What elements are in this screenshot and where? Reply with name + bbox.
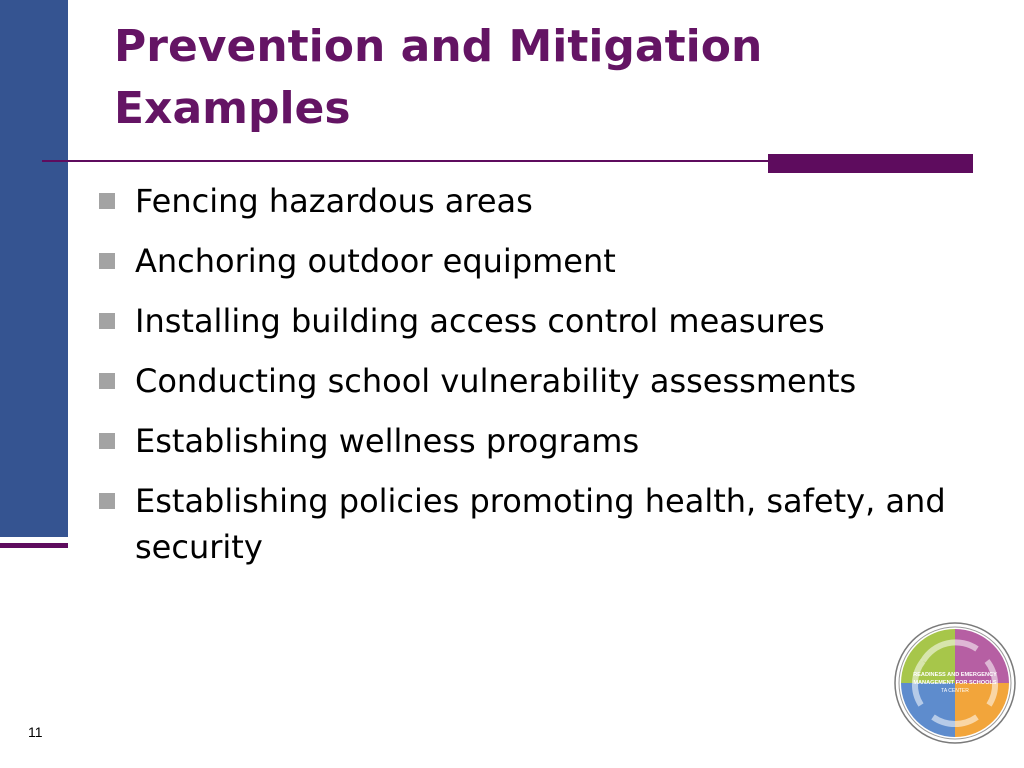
square-bullet-icon — [99, 433, 115, 449]
logo-graphic — [893, 621, 1017, 745]
logo-text-line1: READINESS AND EMERGENCY — [913, 672, 997, 678]
bullet-item — [98, 478, 958, 570]
square-bullet-icon — [99, 373, 115, 389]
bullet-list — [98, 178, 958, 584]
bullet-text: Establishing wellness programs — [135, 422, 640, 460]
rems-ta-center-logo — [893, 621, 1017, 745]
square-bullet-icon — [99, 193, 115, 209]
bullet-item — [98, 298, 958, 344]
bullet-text: Fencing hazardous areas — [135, 182, 533, 220]
bullet-text: Installing building access control measures — [135, 302, 825, 340]
title-divider-block — [768, 154, 973, 173]
square-bullet-icon — [99, 313, 115, 329]
bullet-item — [98, 238, 958, 284]
bullet-item — [98, 358, 958, 404]
left-sidebar-bar — [0, 0, 68, 537]
logo-text-line3: TA CENTER — [941, 688, 969, 694]
title-divider-line — [42, 160, 772, 162]
logo-text-line2: MANAGEMENT FOR SCHOOLS — [913, 680, 997, 686]
bullet-text: Establishing policies promoting health, safety, and security — [135, 482, 946, 566]
left-accent-line — [0, 543, 68, 548]
square-bullet-icon — [99, 253, 115, 269]
bullet-text: Anchoring outdoor equipment — [135, 242, 616, 280]
square-bullet-icon — [99, 493, 115, 509]
slide-title: Prevention and Mitigation Examples — [114, 21, 763, 134]
page-number: 11 — [28, 724, 43, 740]
bullet-item — [98, 178, 958, 224]
bullet-text: Conducting school vulnerability assessments — [135, 362, 857, 400]
bullet-item — [98, 418, 958, 464]
